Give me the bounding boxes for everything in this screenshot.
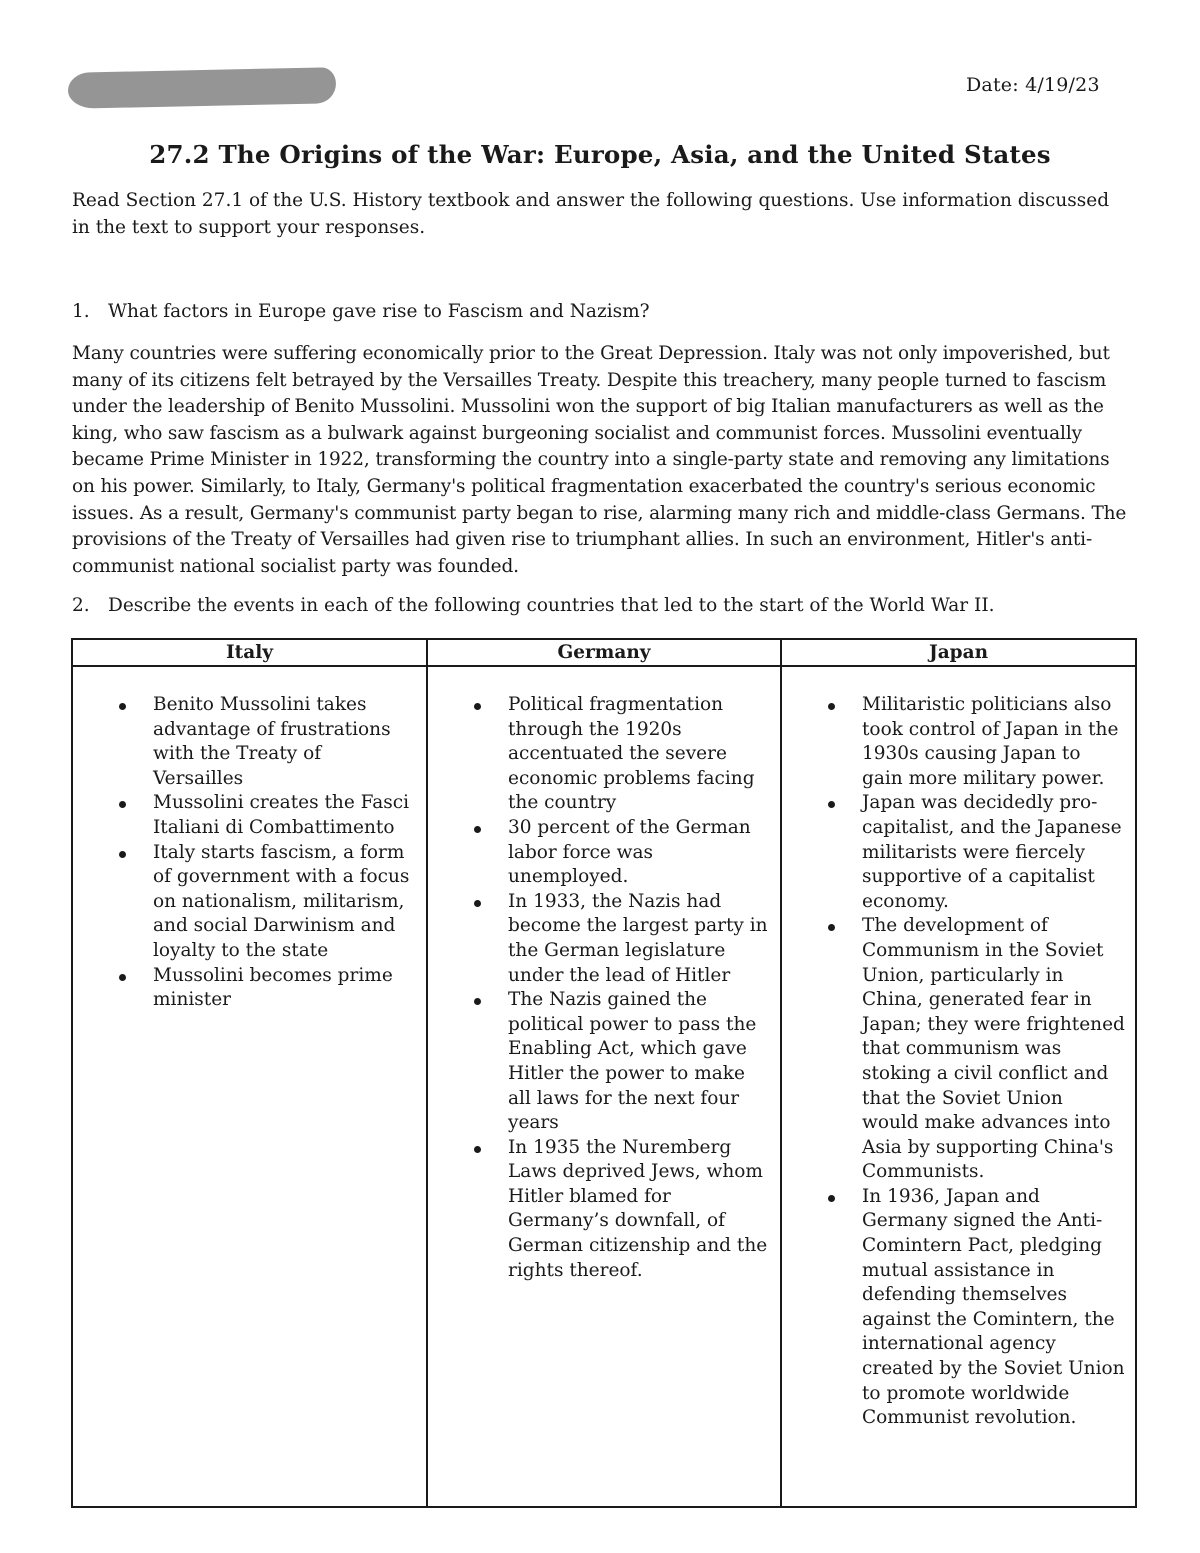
bullet-icon xyxy=(474,826,481,833)
question-2-number: 2. xyxy=(72,595,90,616)
bullet-icon xyxy=(474,998,481,1005)
list-item: Benito Mussolini takes advantage of frustrations with the Treaty of Versailles xyxy=(73,693,416,791)
bullet-icon xyxy=(828,924,835,931)
bullet-icon xyxy=(119,703,126,710)
germany-cell xyxy=(427,666,781,1507)
question-1-text: What factors in Europe gave rise to Fascism and Nazism? xyxy=(108,301,650,322)
question-1-number: 1. xyxy=(72,301,90,322)
question-1-answer: Many countries were suffering economically prior to the Great Depression. Italy was not only impoverished, but many of its citizens felt betrayed by the Versailles Treaty. Despite this treachery, many people turned to fascism under the leadership of Benito Mussolini. Mussolini won the support of big Italian manufacturers as well as the king, who saw fascism as a bulwark against burgeoning socialist and communist forces. Mussolini eventually became Prime Minister in 1922, transforming the country into a single-party state and removing any limitations on his power. Similarly, to Italy, Germany's political fragmentation exacerbated the country's serious economic issues. As a result, Germany's communist party began to rise, alarming many rich and middle-class Germans. The provisions of the Treaty of Versailles had given rise to triumphant allies. In such an environment, Hitler's anti-communist national socialist party was founded. xyxy=(72,343,1127,577)
question-2-text: Describe the events in each of the following countries that led to the start of the World War II. xyxy=(108,595,995,616)
list-item: In 1933, the Nazis had become the largest party in the German legislature under the lead of Hitler xyxy=(428,890,770,988)
column-header-germany: Germany xyxy=(427,639,781,666)
bullet-icon xyxy=(828,703,835,710)
column-header-italy: Italy xyxy=(72,639,427,666)
list-item: The Nazis gained the political power to pass the Enabling Act, which gave Hitler the power to make all laws for the next four years xyxy=(428,988,770,1136)
question-2 xyxy=(72,595,995,616)
japan-list xyxy=(782,667,1135,1431)
list-item: Mussolini becomes prime minister xyxy=(73,964,416,1013)
question-1 xyxy=(72,301,650,322)
bullet-icon xyxy=(828,1195,835,1202)
bullet-icon xyxy=(119,851,126,858)
table-header-row xyxy=(72,639,1136,666)
instructions-text: Read Section 27.1 of the U.S. History textbook and answer the following questions. Use information discussed in the text to support your responses. xyxy=(72,190,1110,238)
japan-cell xyxy=(781,666,1136,1507)
list-item: In 1935 the Nuremberg Laws deprived Jews, whom Hitler blamed for Germany’s downfall, of German citizenship and the rights thereof. xyxy=(428,1136,770,1284)
bullet-icon xyxy=(828,801,835,808)
list-item: Japan was decidedly pro-capitalist, and the Japanese militarists were fiercely supportive of a capitalist economy. xyxy=(782,791,1125,914)
bullet-icon xyxy=(474,1146,481,1153)
list-item: The development of Communism in the Soviet Union, particularly in China, generated fear in Japan; they were frightened that communism was stoking a civil conflict and that the Soviet Union would make advances into Asia by supporting China's Communists. xyxy=(782,914,1125,1185)
list-item: Italy starts fascism, a form of government with a focus on nationalism, militarism, and social Darwinism and loyalty to the state xyxy=(73,841,416,964)
list-item: In 1936, Japan and Germany signed the Anti-Comintern Pact, pledging mutual assistance in defending themselves against the Comintern, the international agency created by the Soviet Union to promote worldwide Communist revolution. xyxy=(782,1185,1125,1431)
events-table xyxy=(71,638,1137,1508)
list-item: Mussolini creates the Fasci Italiani di Combattimento xyxy=(73,791,416,840)
list-item: 30 percent of the German labor force was unemployed. xyxy=(428,816,770,890)
list-item: Militaristic politicians also took control of Japan in the 1930s causing Japan to gain more military power. xyxy=(782,693,1125,791)
redacted-name xyxy=(68,67,337,109)
italy-list xyxy=(73,667,426,1013)
bullet-icon xyxy=(474,703,481,710)
date-label: Date: 4/19/23 xyxy=(966,74,1100,96)
column-header-japan: Japan xyxy=(781,639,1136,666)
bullet-icon xyxy=(474,900,481,907)
table-body-row xyxy=(72,666,1136,1507)
italy-cell xyxy=(72,666,427,1507)
page-title: 27.2 The Origins of the War: Europe, Asia, and the United States xyxy=(149,140,1051,169)
list-item: Political fragmentation through the 1920s accentuated the severe economic problems facing the country xyxy=(428,693,770,816)
bullet-icon xyxy=(119,974,126,981)
germany-list xyxy=(428,667,780,1283)
bullet-icon xyxy=(119,801,126,808)
